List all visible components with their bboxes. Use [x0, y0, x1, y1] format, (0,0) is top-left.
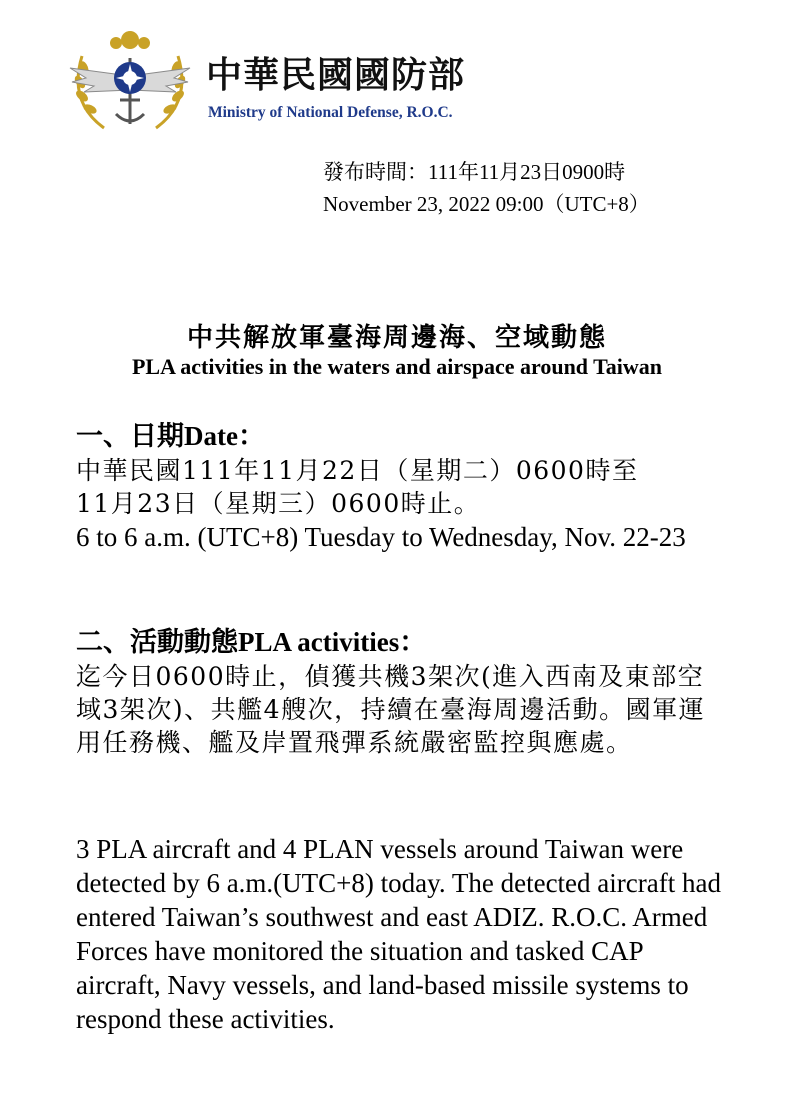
- date-zh-line1: 中華民國111年11月22日（星期二）0600時至: [76, 456, 639, 485]
- activities-section: [76, 624, 722, 759]
- date-en: 6 to 6 a.m. (UTC+8) Tuesday to Wednesday, Nov. 22-23: [76, 522, 686, 552]
- activities-heading: 二、活動動態PLA activities：: [76, 627, 427, 657]
- title-en: PLA activities in the waters and airspace around Taiwan: [131, 354, 663, 379]
- title-zh: 中共解放軍臺海周邊海、空域動態: [186, 323, 607, 353]
- date-section: [76, 418, 722, 555]
- release-time: [323, 156, 650, 220]
- activities-en: 3 PLA aircraft and 4 PLAN vessels around Taiwan were detected by 6 a.m.(UTC+8) today. The detected aircraft had entered Taiwan’s southwest and east ADIZ. R.O.C. Armed Forces have monitored the situation and tasked CAP aircraft, Navy vessels, and land-based missile systems to respond these activities.: [76, 834, 721, 1034]
- org-name-en: Ministry of National Defense, R.O.C.: [208, 104, 453, 121]
- org-name-zh: 中華民國國防部: [206, 55, 466, 96]
- date-zh-line2: 11月23日（星期三）0600時止。: [76, 489, 481, 518]
- activities-en-section: [76, 832, 722, 1036]
- date-heading: 一、日期Date：: [76, 421, 265, 451]
- activities-zh: 迄今日0600時止，偵獲共機3架次(進入西南及東部空域3架次)、共艦4艘次，持續在臺海周邊活動。國軍運用任務機、艦及岸置飛彈系統嚴密監控與應處。: [76, 662, 706, 757]
- ministry-emblem-icon: [60, 28, 200, 138]
- release-time-en: November 23, 2022 09:00（UTC+8）: [323, 192, 650, 216]
- letterhead: [60, 28, 520, 140]
- release-time-zh: 發布時間：111年11月23日0900時: [323, 160, 626, 184]
